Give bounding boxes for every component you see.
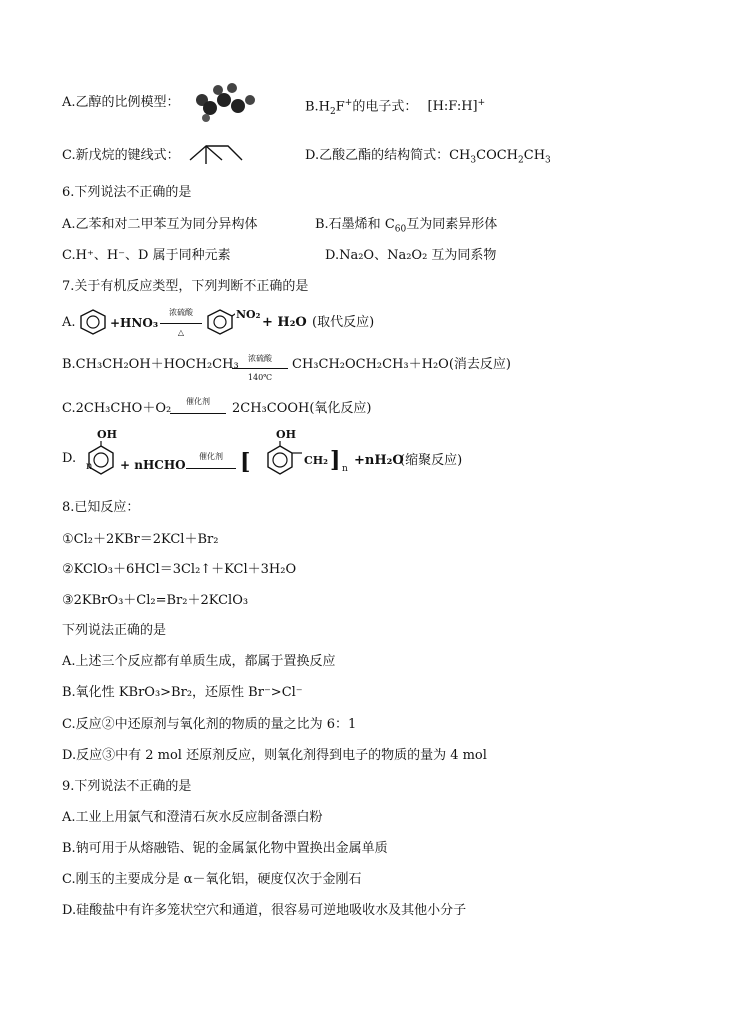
q7d-reagent: + nHCHO bbox=[120, 458, 186, 472]
q8-stem: 8.已知反应： bbox=[62, 500, 140, 515]
q7-stem: 7.关于有机反应类型，下列判断不正确的是 bbox=[62, 279, 309, 294]
q7-option-d: D. bbox=[62, 451, 77, 466]
q7-option-b: B.CH₃CH₂OH＋HOCH₂CH₃ bbox=[62, 357, 239, 372]
q8-option-b: B.氧化性 KBrO₃>Br₂，还原性 Br⁻>Cl⁻ bbox=[62, 685, 303, 700]
q7d-right-bracket: ] bbox=[330, 447, 341, 473]
q9-option-c: C.刚玉的主要成分是 α－氧化铝，硬度仅次于金刚石 bbox=[62, 872, 362, 887]
q7d-ch2: CH₂ bbox=[304, 454, 328, 467]
q5-option-d: D.乙酸乙酯的结构简式：$CH_3COCH_2CH_3$ bbox=[305, 148, 551, 166]
q7-option-c: C.2CH₃CHO＋O₂ bbox=[62, 401, 172, 416]
q7a-tail: + H₂O bbox=[262, 315, 307, 330]
q5-option-c: C.新戊烷的键线式： bbox=[62, 148, 180, 163]
electron-formula: [H:F:H] bbox=[427, 99, 478, 115]
q8-ask: 下列说法正确的是 bbox=[62, 623, 167, 638]
q7c-tail: 2CH₃COOH(氧化反应) bbox=[232, 401, 372, 416]
q6-stem: 6.下列说法不正确的是 bbox=[62, 185, 192, 200]
q9-option-d: D.硅酸盐中有许多笼状空穴和通道，很容易可逆地吸收水及其他小分子 bbox=[62, 903, 467, 918]
q8-reaction-2: ②KClO₃＋6HCl＝3Cl₂↑＋KCl＋3H₂O bbox=[62, 562, 297, 577]
q6-option-c: C.H⁺、H⁻、D 属于同种元素 bbox=[62, 248, 231, 263]
q7b-condition: 浓硫酸 140℃ bbox=[232, 350, 288, 387]
q7a-reagent: +HNO₃ bbox=[110, 316, 159, 330]
q8-reaction-1: ①Cl₂＋2KBr＝2KCl＋Br₂ bbox=[62, 532, 219, 547]
q7d-oh2: OH bbox=[276, 428, 296, 441]
q8-option-a: A.上述三个反应都有单质生成，都属于置换反应 bbox=[62, 654, 336, 669]
q7d-oh1: OH bbox=[97, 428, 117, 441]
q7a-type: (取代反应) bbox=[312, 315, 375, 330]
neopentane-skeletal-image bbox=[188, 140, 248, 166]
q7a-nitro: NO₂ bbox=[236, 308, 261, 321]
q9-stem: 9.下列说法不正确的是 bbox=[62, 779, 192, 794]
q9-option-b: B.钠可用于从熔融锆、铌的金属氯化物中置换出金属单质 bbox=[62, 841, 388, 856]
q5-option-a: A.乙醇的比例模型： bbox=[62, 95, 180, 110]
q7d-condition: 催化剂 bbox=[186, 448, 236, 469]
q7d-left-bracket: [ bbox=[240, 449, 251, 475]
polymer-ring-icon bbox=[254, 441, 304, 475]
q7a-condition: 浓硫酸 △ bbox=[160, 304, 202, 342]
q7d-type: (缩聚反应) bbox=[400, 453, 463, 468]
q5-option-b: $B.H_2F^+$的电子式： [H:F:H]+ bbox=[305, 98, 486, 117]
nitrobenzene-ring-icon bbox=[205, 308, 235, 336]
q7d-sub-n: n bbox=[342, 464, 348, 474]
ethanol-model-image bbox=[188, 78, 266, 126]
q7b-tail: CH₃CH₂OCH₂CH₃＋H₂O(消去反应) bbox=[292, 357, 511, 372]
q8-reaction-3: ③2KBrO₃＋Cl₂=Br₂＋2KClO₃ bbox=[62, 593, 249, 608]
q7d-tail: +nH₂O bbox=[354, 453, 404, 468]
q7c-condition: 催化剂 bbox=[170, 393, 226, 414]
q6-option-b: B.石墨烯和 $C_{60}$互为同素异形体 bbox=[315, 217, 498, 235]
benzene-ring-icon bbox=[78, 308, 108, 336]
q9-option-a: A.工业上用氯气和澄清石灰水反应制备漂白粉 bbox=[62, 810, 323, 825]
q6-option-a: A.乙苯和对二甲苯互为同分异构体 bbox=[62, 217, 258, 232]
q8-option-c: C.反应②中还原剂与氧化剂的物质的量之比为 6：1 bbox=[62, 717, 357, 732]
q8-option-d: D.反应③中有 2 mol 还原剂反应，则氧化剂得到电子的物质的量为 4 mol bbox=[62, 748, 487, 763]
q7-option-a: A. bbox=[62, 315, 76, 330]
q7d-n: n bbox=[86, 461, 93, 472]
q6-option-d: D.Na₂O、Na₂O₂ 互为同系物 bbox=[325, 248, 497, 263]
